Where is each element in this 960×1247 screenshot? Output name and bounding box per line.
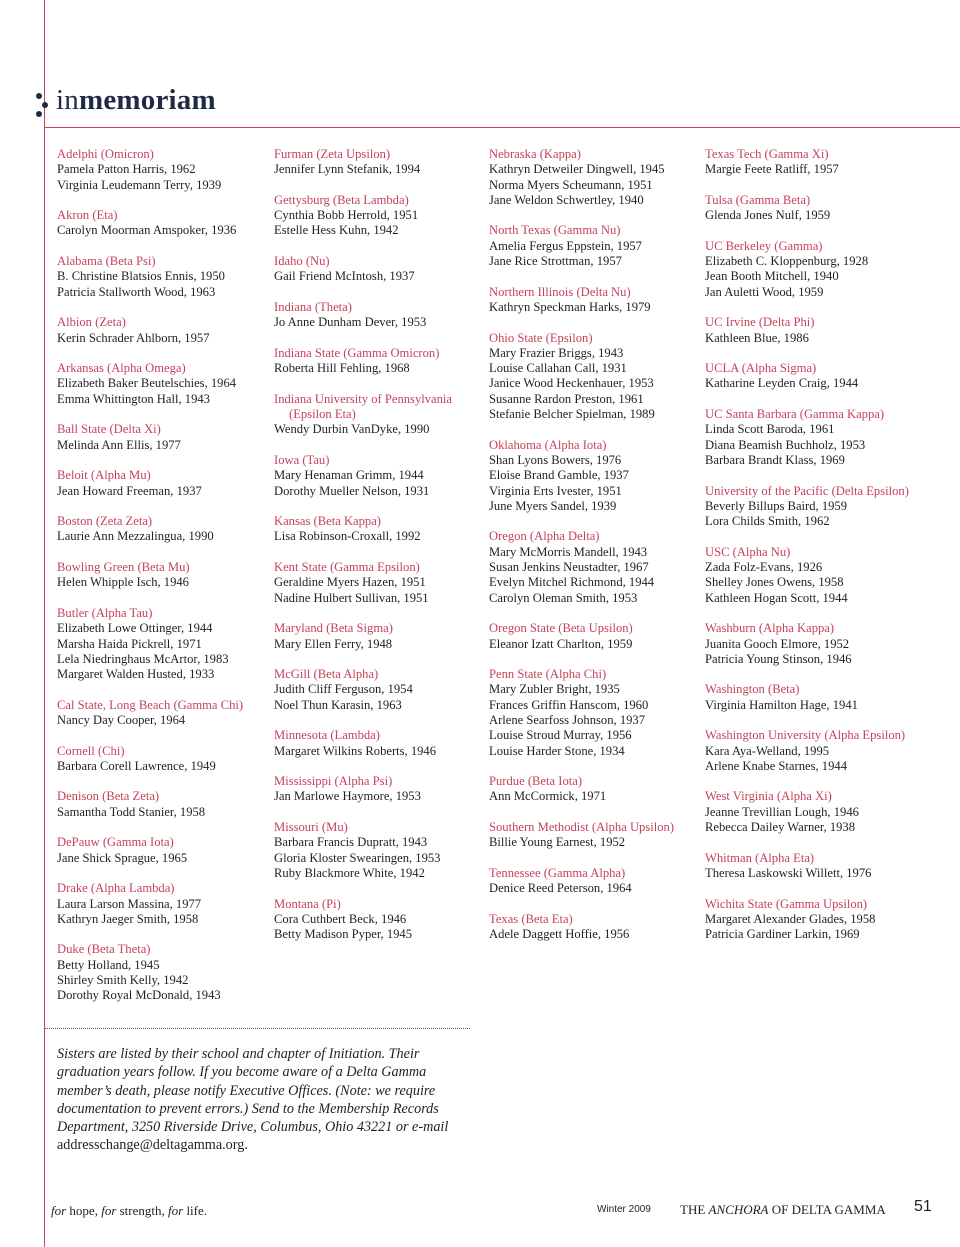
chapter-heading: Montana (Pi) xyxy=(274,896,341,911)
page-title xyxy=(56,84,216,117)
sister-name: Elizabeth Lowe Ottinger, 1944 xyxy=(57,621,213,636)
chapter-heading: Iowa (Tau) xyxy=(274,452,330,467)
memoriam-entry xyxy=(274,897,482,943)
tagline-segment: hope, xyxy=(66,1203,102,1218)
sister-name: Marsha Haida Pickrell, 1971 xyxy=(57,636,202,651)
memoriam-entry xyxy=(57,560,267,591)
tagline-segment: for xyxy=(101,1203,117,1218)
sister-name: Virginia Hamilton Hage, 1941 xyxy=(705,697,858,712)
sister-name: Emma Whittington Hall, 1943 xyxy=(57,391,210,406)
memoriam-entry xyxy=(705,407,955,468)
memoriam-entry xyxy=(489,438,699,514)
memoriam-entry xyxy=(57,698,267,729)
memoriam-entry xyxy=(489,866,699,897)
chapter-heading: North Texas (Gamma Nu) xyxy=(489,223,621,238)
memoriam-entry xyxy=(57,208,267,239)
chapter-heading: Alabama (Beta Psi) xyxy=(57,254,156,269)
memoriam-entry xyxy=(57,514,267,545)
chapter-heading: Ball State (Delta Xi) xyxy=(57,422,161,437)
memoriam-entry xyxy=(705,621,955,667)
sister-name: Jane Rice Strottman, 1957 xyxy=(489,254,622,269)
sister-name: Rebecca Dailey Warner, 1938 xyxy=(705,820,856,835)
chapter-heading: Indiana State (Gamma Omicron) xyxy=(274,345,440,360)
sister-name: Laura Larson Massina, 1977 xyxy=(57,896,202,911)
memoriam-entry xyxy=(705,789,955,835)
sister-name: Mary McMorris Mandell, 1943 xyxy=(489,544,648,559)
memoriam-entry xyxy=(274,667,482,713)
memoriam-entry xyxy=(489,331,699,423)
chapter-heading: Washington (Beta) xyxy=(705,682,800,697)
memoriam-entry xyxy=(57,789,267,820)
memoriam-entry xyxy=(274,560,482,606)
sister-name: Virginia Erts Ivester, 1951 xyxy=(489,483,622,498)
chapter-heading: Drake (Alpha Lambda) xyxy=(57,881,175,896)
chapter-heading: Northern Illinois (Delta Nu) xyxy=(489,284,631,299)
margin-rule-vertical xyxy=(44,0,45,1247)
memoriam-entry xyxy=(57,942,267,1003)
sister-name: Jeanne Trevillian Lough, 1946 xyxy=(705,804,859,819)
sister-name: Jean Howard Freeman, 1937 xyxy=(57,483,202,498)
chapter-heading: Mississippi (Alpha Psi) xyxy=(274,774,393,789)
memoriam-entry xyxy=(705,239,955,300)
sister-name: Margaret Alexander Glades, 1958 xyxy=(705,911,876,926)
sister-name: Katharine Leyden Craig, 1944 xyxy=(705,376,859,391)
sister-name: Wendy Durbin VanDyke, 1990 xyxy=(274,422,430,437)
sister-name: Estelle Hess Kuhn, 1942 xyxy=(274,223,399,238)
sister-name: Roberta Hill Fehling, 1968 xyxy=(274,361,410,376)
sister-name: Lisa Robinson-Croxall, 1992 xyxy=(274,529,421,544)
memoriam-entry xyxy=(705,147,955,178)
chapter-heading: Washington University (Alpha Epsilon) xyxy=(705,728,906,743)
memoriam-entry xyxy=(705,545,955,606)
sister-name: Diana Beamish Buchholz, 1953 xyxy=(705,437,866,452)
sister-name: Mary Ellen Ferry, 1948 xyxy=(274,636,393,651)
chapter-heading: DePauw (Gamma Iota) xyxy=(57,835,174,850)
sister-name: Kathryn Speckman Harks, 1979 xyxy=(489,299,651,314)
chapter-heading: UC Irvine (Delta Phi) xyxy=(705,315,815,330)
page-number: 51 xyxy=(914,1198,932,1215)
chapter-heading: Penn State (Alpha Chi) xyxy=(489,667,607,682)
footer-magazine-title xyxy=(680,1202,886,1218)
sister-name: Eloise Brand Gamble, 1937 xyxy=(489,468,629,483)
memoriam-entry xyxy=(705,193,955,224)
memoriam-entry xyxy=(489,621,699,652)
chapter-heading: UC Berkeley (Gamma) xyxy=(705,238,823,253)
chapter-heading: Duke (Beta Theta) xyxy=(57,942,151,957)
sister-name: Cora Cuthbert Beck, 1946 xyxy=(274,911,407,926)
sister-name: Nadine Hulbert Sullivan, 1951 xyxy=(274,590,429,605)
sister-name: Cynthia Bobb Herrold, 1951 xyxy=(274,208,419,223)
memoriam-entry xyxy=(489,774,699,805)
memoriam-entry xyxy=(705,361,955,392)
chapter-heading: Texas Tech (Gamma Xi) xyxy=(705,147,829,161)
chapter-heading: Cal State, Long Beach (Gamma Chi) xyxy=(57,697,244,712)
sister-name: Patricia Young Stinson, 1946 xyxy=(705,651,852,666)
memoriam-entry xyxy=(705,728,955,774)
sister-name: Lela Niedringhaus McArtor, 1983 xyxy=(57,651,229,666)
memoriam-entry xyxy=(57,254,267,300)
sister-name: Arlene Searfoss Johnson, 1937 xyxy=(489,712,646,727)
note-email: addresschange@deltagamma.org. xyxy=(57,1137,248,1154)
chapter-heading: Oklahoma (Alpha Iota) xyxy=(489,437,607,452)
memoriam-entry xyxy=(57,422,267,453)
memoriam-column-3 xyxy=(489,147,699,958)
memoriam-entry xyxy=(705,315,955,346)
sister-name: Laurie Ann Mezzalingua, 1990 xyxy=(57,529,214,544)
tagline-segment: strength, xyxy=(116,1203,169,1218)
memoriam-entry xyxy=(274,621,482,652)
chapter-heading: Indiana (Theta) xyxy=(274,299,352,314)
sister-name: Barbara Francis Dupratt, 1943 xyxy=(274,835,428,850)
sister-name: Kathryn Jaeger Smith, 1958 xyxy=(57,911,199,926)
chapter-heading: Wichita State (Gamma Upsilon) xyxy=(705,896,868,911)
memoriam-entry xyxy=(274,514,482,545)
chapter-heading: Ohio State (Epsilon) xyxy=(489,330,593,345)
memoriam-entry xyxy=(489,529,699,605)
memoriam-entry xyxy=(274,346,482,377)
footer-tagline xyxy=(51,1203,207,1219)
memoriam-entry xyxy=(274,193,482,239)
chapter-heading: Tulsa (Gamma Beta) xyxy=(705,192,811,207)
memoriam-entry xyxy=(489,285,699,316)
chapter-heading: UC Santa Barbara (Gamma Kappa) xyxy=(705,407,885,422)
sister-name: June Myers Sandel, 1939 xyxy=(489,498,617,513)
sister-name: Barbara Brandt Klass, 1969 xyxy=(705,452,845,467)
memoriam-entry xyxy=(489,147,699,208)
sister-name: Virginia Leudemann Terry, 1939 xyxy=(57,177,222,192)
sister-name: Theresa Laskowski Willett, 1976 xyxy=(705,865,872,880)
sister-name: Mary Zubler Bright, 1935 xyxy=(489,682,620,697)
chapter-heading: Albion (Zeta) xyxy=(57,315,126,330)
chapter-heading: Nebraska (Kappa) xyxy=(489,147,581,161)
tagline-segment: for xyxy=(168,1203,184,1218)
magazine-title-italic: ANCHORA xyxy=(708,1202,769,1217)
sister-name: Norma Myers Scheumann, 1951 xyxy=(489,177,653,192)
sister-name: Melinda Ann Ellis, 1977 xyxy=(57,437,181,452)
sister-name: Geraldine Myers Hazen, 1951 xyxy=(274,575,426,590)
sister-name: Noel Thun Karasin, 1963 xyxy=(274,697,402,712)
chapter-heading: Beloit (Alpha Mu) xyxy=(57,468,151,483)
chapter-heading: UCLA (Alpha Sigma) xyxy=(705,361,817,376)
chapter-heading: Whitman (Alpha Eta) xyxy=(705,850,815,865)
sister-name: Betty Holland, 1945 xyxy=(57,957,160,972)
sister-name: Gail Friend McIntosh, 1937 xyxy=(274,269,415,284)
memoriam-entry xyxy=(274,728,482,759)
memoriam-entry xyxy=(489,912,699,943)
memoriam-entry xyxy=(489,223,699,269)
sister-name: Ruby Blackmore White, 1942 xyxy=(274,865,425,880)
sister-name: Beverly Billups Baird, 1959 xyxy=(705,498,848,513)
sister-name: Linda Scott Baroda, 1961 xyxy=(705,422,835,437)
chapter-heading: Butler (Alpha Tau) xyxy=(57,605,153,620)
sister-name: Frances Griffin Hanscom, 1960 xyxy=(489,697,649,712)
chapter-heading: Idaho (Nu) xyxy=(274,254,330,269)
memoriam-entry xyxy=(274,392,482,438)
memoriam-entry xyxy=(274,820,482,881)
submission-note xyxy=(57,1045,472,1155)
chapter-heading: Minnesota (Lambda) xyxy=(274,728,380,743)
chapter-heading: Purdue (Beta Iota) xyxy=(489,774,583,789)
magazine-title-post: OF DELTA GAMMA xyxy=(768,1202,886,1217)
sister-name: Zada Folz-Evans, 1926 xyxy=(705,560,823,575)
sister-name: Adele Daggett Hoffie, 1956 xyxy=(489,927,630,942)
chapter-heading: Furman (Zeta Upsilon) xyxy=(274,147,391,161)
sister-name: Eleanor Izatt Charlton, 1959 xyxy=(489,636,633,651)
chapter-heading: Oregon (Alpha Delta) xyxy=(489,529,600,544)
memoriam-entry xyxy=(57,881,267,927)
page-title-main: memoriam xyxy=(78,84,216,116)
chapter-heading: Washburn (Alpha Kappa) xyxy=(705,621,835,636)
memoriam-entry xyxy=(489,667,699,759)
sister-name: Dorothy Mueller Nelson, 1931 xyxy=(274,483,430,498)
magazine-title-pre: THE xyxy=(680,1202,709,1217)
sister-name: Shan Lyons Bowers, 1976 xyxy=(489,452,622,467)
chapter-heading: Cornell (Chi) xyxy=(57,743,125,758)
sister-name: Billie Young Earnest, 1952 xyxy=(489,835,626,850)
memoriam-entry xyxy=(705,851,955,882)
memoriam-entry xyxy=(274,147,482,178)
sister-name: Jan Auletti Wood, 1959 xyxy=(705,284,824,299)
sister-name: Shirley Smith Kelly, 1942 xyxy=(57,973,189,988)
sister-name: Susan Jenkins Neustadter, 1967 xyxy=(489,560,649,575)
sister-name: Carolyn Moorman Amspoker, 1936 xyxy=(57,223,237,238)
tagline-segment: life. xyxy=(183,1203,208,1218)
footer-issue: Winter 2009 xyxy=(597,1204,651,1215)
chapter-heading: Arkansas (Alpha Omega) xyxy=(57,361,186,376)
memoriam-entry xyxy=(57,606,267,682)
note-text: Sisters are listed by their school and chapter of Initiation. Their graduation years follow. If you become aware of a Delta Gamma member’s death, please notify Executive Offices. (Note: we require documentation to prevent errors.) Send to the Membership Records Department, 3250 Riverside Drive, Columbus, Ohio 43221 or e-mail xyxy=(57,1046,449,1136)
sister-name: Denice Reed Peterson, 1964 xyxy=(489,881,632,896)
memoriam-entry xyxy=(57,835,267,866)
chapter-heading: Maryland (Beta Sigma) xyxy=(274,621,393,636)
sister-name: B. Christine Blatsios Ennis, 1950 xyxy=(57,269,225,284)
sister-name: Kara Aya-Welland, 1995 xyxy=(705,743,830,758)
sister-name: Shelley Jones Owens, 1958 xyxy=(705,575,844,590)
sister-name: Margaret Walden Husted, 1933 xyxy=(57,667,215,682)
sister-name: Pamela Patton Harris, 1962 xyxy=(57,162,196,177)
sister-name: Lora Childs Smith, 1962 xyxy=(705,514,830,529)
memoriam-entry xyxy=(274,774,482,805)
chapter-heading: Southern Methodist (Alpha Upsilon) xyxy=(489,820,675,835)
memoriam-entry xyxy=(274,300,482,331)
sister-name: Kathleen Blue, 1986 xyxy=(705,330,809,345)
memoriam-entry xyxy=(705,897,955,943)
sister-name: Jane Weldon Schwertley, 1940 xyxy=(489,192,644,207)
sister-name: Louise Callahan Call, 1931 xyxy=(489,361,627,376)
chapter-heading: West Virginia (Alpha Xi) xyxy=(705,789,832,804)
chapter-heading: Texas (Beta Eta) xyxy=(489,911,573,926)
sister-name: Margie Feete Ratliff, 1957 xyxy=(705,162,839,177)
chapter-heading: Denison (Beta Zeta) xyxy=(57,789,160,804)
sister-name: Elizabeth Baker Beutelschies, 1964 xyxy=(57,376,237,391)
sister-name: Jane Shick Sprague, 1965 xyxy=(57,850,188,865)
memoriam-entry xyxy=(57,315,267,346)
sister-name: Jean Booth Mitchell, 1940 xyxy=(705,269,839,284)
chapter-heading: Tennessee (Gamma Alpha) xyxy=(489,865,626,880)
chapter-heading: Boston (Zeta Zeta) xyxy=(57,514,153,529)
chapter-heading: Missouri (Mu) xyxy=(274,820,348,835)
chapter-heading: Kent State (Gamma Epsilon) xyxy=(274,560,420,575)
sister-name: Amelia Fergus Eppstein, 1957 xyxy=(489,238,642,253)
memoriam-entry xyxy=(57,147,267,193)
sister-name: Barbara Corell Lawrence, 1949 xyxy=(57,758,216,773)
header-rule xyxy=(44,127,960,128)
bullet-dots-icon xyxy=(36,93,48,117)
sister-name: Jan Marlowe Haymore, 1953 xyxy=(274,789,421,804)
memoriam-entry xyxy=(705,484,955,530)
sister-name: Kathryn Detweiler Dingwell, 1945 xyxy=(489,162,665,177)
sister-name: Ann McCormick, 1971 xyxy=(489,789,607,804)
memoriam-entry xyxy=(57,361,267,407)
sister-name: Kathleen Hogan Scott, 1944 xyxy=(705,590,848,605)
sister-name: Louise Harder Stone, 1934 xyxy=(489,743,625,758)
sister-name: Judith Cliff Ferguson, 1954 xyxy=(274,682,413,697)
sister-name: Susanne Rardon Preston, 1961 xyxy=(489,391,644,406)
sister-name: Gloria Kloster Swearingen, 1953 xyxy=(274,850,441,865)
chapter-heading: Gettysburg (Beta Lambda) xyxy=(274,192,409,207)
chapter-heading: McGill (Beta Alpha) xyxy=(274,667,379,682)
memoriam-entry xyxy=(489,820,699,851)
chapter-heading: University of the Pacific (Delta Epsilon) xyxy=(705,483,909,498)
sister-name: Patricia Stallworth Wood, 1963 xyxy=(57,284,216,299)
sister-name: Margaret Wilkins Roberts, 1946 xyxy=(274,743,437,758)
chapter-heading: Akron (Eta) xyxy=(57,208,118,223)
sister-name: Elizabeth C. Kloppenburg, 1928 xyxy=(705,254,869,269)
memoriam-column-2 xyxy=(274,147,482,958)
page-title-prefix: in xyxy=(56,84,79,116)
chapter-heading-continued: (Epsilon Eta) xyxy=(289,407,356,422)
chapter-heading: Adelphi (Omicron) xyxy=(57,147,154,161)
sister-name: Stefanie Belcher Spielman, 1989 xyxy=(489,407,655,422)
chapter-heading: USC (Alpha Nu) xyxy=(705,544,791,559)
sister-name: Dorothy Royal McDonald, 1943 xyxy=(57,988,221,1003)
sister-name: Jo Anne Dunham Dever, 1953 xyxy=(274,315,427,330)
memoriam-entry xyxy=(274,254,482,285)
tagline-segment: for xyxy=(51,1203,67,1218)
sister-name: Arlene Knabe Starnes, 1944 xyxy=(705,758,847,773)
memoriam-entry xyxy=(57,468,267,499)
sister-name: Janice Wood Heckenhauer, 1953 xyxy=(489,376,654,391)
sister-name: Patricia Gardiner Larkin, 1969 xyxy=(705,927,860,942)
chapter-heading: Indiana University of Pennsylvania xyxy=(274,391,453,406)
sister-name: Louise Stroud Murray, 1956 xyxy=(489,728,632,743)
sister-name: Juanita Gooch Elmore, 1952 xyxy=(705,636,850,651)
chapter-heading: Oregon State (Beta Upsilon) xyxy=(489,621,633,636)
memoriam-entry xyxy=(57,744,267,775)
sister-name: Samantha Todd Stanier, 1958 xyxy=(57,804,206,819)
sister-name: Carolyn Oleman Smith, 1953 xyxy=(489,590,638,605)
chapter-heading: Kansas (Beta Kappa) xyxy=(274,514,382,529)
sister-name: Jennifer Lynn Stefanik, 1994 xyxy=(274,162,421,177)
memoriam-column-1 xyxy=(57,147,267,1019)
chapter-heading: Bowling Green (Beta Mu) xyxy=(57,560,190,575)
sister-name: Betty Madison Pyper, 1945 xyxy=(274,927,413,942)
sister-name: Nancy Day Cooper, 1964 xyxy=(57,712,186,727)
memoriam-column-4 xyxy=(705,147,955,958)
sister-name: Kerin Schrader Ahlborn, 1957 xyxy=(57,330,210,345)
sister-name: Mary Frazier Briggs, 1943 xyxy=(489,345,624,360)
sister-name: Mary Henaman Grimm, 1944 xyxy=(274,468,424,483)
sister-name: Glenda Jones Nulf, 1959 xyxy=(705,208,831,223)
memoriam-entry xyxy=(705,682,955,713)
sister-name: Evelyn Mitchel Richmond, 1944 xyxy=(489,575,655,590)
note-divider xyxy=(44,1028,470,1029)
sister-name: Helen Whipple Isch, 1946 xyxy=(57,575,189,590)
memoriam-entry xyxy=(274,453,482,499)
